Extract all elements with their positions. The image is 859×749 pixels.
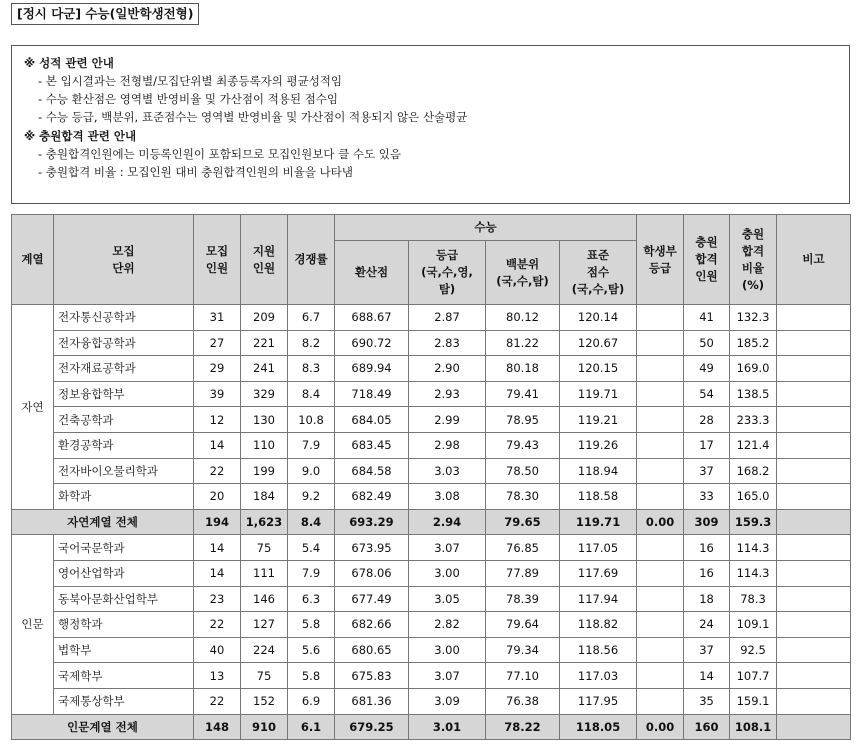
additional-cell: 35 xyxy=(684,688,730,714)
grade-cell: 3.07 xyxy=(409,535,486,561)
total-grade-cell: 2.94 xyxy=(409,509,486,535)
header-additional: 충원 합격 인원 xyxy=(684,215,730,305)
remarks-cell xyxy=(777,560,851,586)
rate-cell: 6.7 xyxy=(288,305,335,331)
category-cell: 자연 xyxy=(12,305,54,510)
header-category: 계열 xyxy=(12,215,54,305)
recruit-cell: 14 xyxy=(194,432,241,458)
converted-cell: 684.05 xyxy=(335,407,409,433)
total-standard-cell: 118.05 xyxy=(560,714,637,740)
applicants-cell: 152 xyxy=(241,688,288,714)
applicants-cell: 329 xyxy=(241,381,288,407)
percentile-cell: 79.43 xyxy=(486,432,560,458)
remarks-cell xyxy=(777,432,851,458)
school-cell xyxy=(637,432,684,458)
additional-cell: 17 xyxy=(684,432,730,458)
unit-name-cell: 전자바이오물리학과 xyxy=(54,458,194,484)
rate-cell: 8.2 xyxy=(288,330,335,356)
table-row xyxy=(12,381,851,407)
table-row xyxy=(12,330,851,356)
standard-cell: 118.82 xyxy=(560,612,637,638)
grade-cell: 3.00 xyxy=(409,560,486,586)
applicants-cell: 199 xyxy=(241,458,288,484)
table-row xyxy=(12,560,851,586)
recruit-cell: 31 xyxy=(194,305,241,331)
grade-cell: 3.00 xyxy=(409,637,486,663)
applicants-cell: 146 xyxy=(241,586,288,612)
recruit-cell: 27 xyxy=(194,330,241,356)
header-remarks: 비고 xyxy=(777,215,851,305)
grade-cell: 3.09 xyxy=(409,688,486,714)
total-converted-cell: 693.29 xyxy=(335,509,409,535)
additional-cell: 37 xyxy=(684,637,730,663)
converted-cell: 682.66 xyxy=(335,612,409,638)
ratio-cell: 185.2 xyxy=(730,330,777,356)
remarks-cell xyxy=(777,305,851,331)
ratio-cell: 109.1 xyxy=(730,612,777,638)
applicants-cell: 221 xyxy=(241,330,288,356)
applicants-cell: 130 xyxy=(241,407,288,433)
total-percentile-cell: 79.65 xyxy=(486,509,560,535)
converted-cell: 680.65 xyxy=(335,637,409,663)
grade-cell: 2.93 xyxy=(409,381,486,407)
additional-cell: 54 xyxy=(684,381,730,407)
rate-cell: 5.4 xyxy=(288,535,335,561)
grade-cell: 2.99 xyxy=(409,407,486,433)
recruit-cell: 39 xyxy=(194,381,241,407)
grade-cell: 3.03 xyxy=(409,458,486,484)
applicants-cell: 184 xyxy=(241,484,288,510)
applicants-cell: 75 xyxy=(241,535,288,561)
results-body xyxy=(12,305,851,740)
notice-heading-additional: ※ 충원합격 관련 안내 xyxy=(24,129,137,143)
percentile-cell: 80.18 xyxy=(486,356,560,382)
header-unit: 모집 단위 xyxy=(54,215,194,305)
recruit-cell: 40 xyxy=(194,637,241,663)
grade-cell: 3.05 xyxy=(409,586,486,612)
unit-name-cell: 건축공학과 xyxy=(54,407,194,433)
recruit-cell: 29 xyxy=(194,356,241,382)
table-row xyxy=(12,484,851,510)
total-ratio-cell: 108.1 xyxy=(730,714,777,740)
ratio-cell: 159.1 xyxy=(730,688,777,714)
total-label-cell: 인문계열 전체 xyxy=(12,714,194,740)
total-row xyxy=(12,714,851,740)
school-cell xyxy=(637,330,684,356)
table-row xyxy=(12,612,851,638)
additional-cell: 14 xyxy=(684,663,730,689)
total-label-cell: 자연계열 전체 xyxy=(12,509,194,535)
table-row xyxy=(12,535,851,561)
grade-cell: 2.82 xyxy=(409,612,486,638)
converted-cell: 689.94 xyxy=(335,356,409,382)
school-cell xyxy=(637,688,684,714)
ratio-cell: 121.4 xyxy=(730,432,777,458)
standard-cell: 118.56 xyxy=(560,637,637,663)
table-row xyxy=(12,637,851,663)
recruit-cell: 23 xyxy=(194,586,241,612)
remarks-cell xyxy=(777,484,851,510)
standard-cell: 117.69 xyxy=(560,560,637,586)
total-converted-cell: 679.25 xyxy=(335,714,409,740)
rate-cell: 5.8 xyxy=(288,663,335,689)
remarks-cell xyxy=(777,356,851,382)
percentile-cell: 76.38 xyxy=(486,688,560,714)
percentile-cell: 78.50 xyxy=(486,458,560,484)
additional-cell: 16 xyxy=(684,560,730,586)
total-school-cell: 0.00 xyxy=(637,509,684,535)
percentile-cell: 76.85 xyxy=(486,535,560,561)
applicants-cell: 110 xyxy=(241,432,288,458)
unit-name-cell: 법학부 xyxy=(54,637,194,663)
percentile-cell: 78.39 xyxy=(486,586,560,612)
ratio-cell: 114.3 xyxy=(730,535,777,561)
header-grade: 등급 (국,수,영, 탐) xyxy=(409,241,486,305)
standard-cell: 117.03 xyxy=(560,663,637,689)
standard-cell: 120.67 xyxy=(560,330,637,356)
total-remarks-cell xyxy=(777,714,851,740)
recruit-cell: 20 xyxy=(194,484,241,510)
rate-cell: 9.0 xyxy=(288,458,335,484)
grade-cell: 2.83 xyxy=(409,330,486,356)
total-applicants-cell: 1,623 xyxy=(241,509,288,535)
total-grade-cell: 3.01 xyxy=(409,714,486,740)
rate-cell: 6.9 xyxy=(288,688,335,714)
converted-cell: 677.49 xyxy=(335,586,409,612)
additional-cell: 41 xyxy=(684,305,730,331)
total-row xyxy=(12,509,851,535)
header-suneung: 수능 xyxy=(335,215,637,241)
ratio-cell: 114.3 xyxy=(730,560,777,586)
school-cell xyxy=(637,586,684,612)
total-rate-cell: 8.4 xyxy=(288,509,335,535)
percentile-cell: 78.95 xyxy=(486,407,560,433)
school-cell xyxy=(637,381,684,407)
school-cell xyxy=(637,663,684,689)
grade-cell: 3.08 xyxy=(409,484,486,510)
standard-cell: 118.58 xyxy=(560,484,637,510)
table-row xyxy=(12,663,851,689)
converted-cell: 684.58 xyxy=(335,458,409,484)
applicants-cell: 209 xyxy=(241,305,288,331)
notice-box xyxy=(11,45,850,204)
grade-cell: 2.87 xyxy=(409,305,486,331)
notice-item: - 본 입시결과는 전형별/모집단위별 최종등록자의 평균성적임 xyxy=(38,74,343,88)
table-row xyxy=(12,586,851,612)
school-cell xyxy=(637,560,684,586)
recruit-cell: 22 xyxy=(194,612,241,638)
rate-cell: 6.3 xyxy=(288,586,335,612)
total-percentile-cell: 78.22 xyxy=(486,714,560,740)
rate-cell: 5.6 xyxy=(288,637,335,663)
total-additional-cell: 309 xyxy=(684,509,730,535)
recruit-cell: 22 xyxy=(194,688,241,714)
ratio-cell: 92.5 xyxy=(730,637,777,663)
additional-cell: 16 xyxy=(684,535,730,561)
converted-cell: 673.95 xyxy=(335,535,409,561)
converted-cell: 683.45 xyxy=(335,432,409,458)
notice-heading-score: ※ 성적 관련 안내 xyxy=(24,56,114,70)
applicants-cell: 224 xyxy=(241,637,288,663)
remarks-cell xyxy=(777,637,851,663)
standard-cell: 119.71 xyxy=(560,381,637,407)
rate-cell: 8.4 xyxy=(288,381,335,407)
rate-cell: 5.8 xyxy=(288,612,335,638)
total-school-cell: 0.00 xyxy=(637,714,684,740)
header-school-grade: 학생부 등급 xyxy=(637,215,684,305)
unit-name-cell: 국어국문학과 xyxy=(54,535,194,561)
total-additional-cell: 160 xyxy=(684,714,730,740)
unit-name-cell: 환경공학과 xyxy=(54,432,194,458)
rate-cell: 9.2 xyxy=(288,484,335,510)
applicants-cell: 241 xyxy=(241,356,288,382)
standard-cell: 120.15 xyxy=(560,356,637,382)
header-converted: 환산점 xyxy=(335,241,409,305)
unit-name-cell: 정보융합학부 xyxy=(54,381,194,407)
converted-cell: 678.06 xyxy=(335,560,409,586)
ratio-cell: 168.2 xyxy=(730,458,777,484)
standard-cell: 117.05 xyxy=(560,535,637,561)
grade-cell: 2.98 xyxy=(409,432,486,458)
remarks-cell xyxy=(777,612,851,638)
notice-item: - 수능 등급, 백분위, 표준점수는 영역별 반영비율 및 가산점이 적용되지 않은 산술평균 xyxy=(38,110,468,124)
additional-cell: 24 xyxy=(684,612,730,638)
notice-item: - 충원합격인원에는 미등록인원이 포함되므로 모집인원보다 클 수도 있음 xyxy=(38,147,402,161)
total-standard-cell: 119.71 xyxy=(560,509,637,535)
school-cell xyxy=(637,484,684,510)
header-standard: 표준 점수 (국,수,탐) xyxy=(560,241,637,305)
school-cell xyxy=(637,535,684,561)
unit-name-cell: 전자통신공학과 xyxy=(54,305,194,331)
total-remarks-cell xyxy=(777,509,851,535)
additional-cell: 37 xyxy=(684,458,730,484)
ratio-cell: 169.0 xyxy=(730,356,777,382)
school-cell xyxy=(637,612,684,638)
remarks-cell xyxy=(777,688,851,714)
unit-name-cell: 전자재료공학과 xyxy=(54,356,194,382)
standard-cell: 119.26 xyxy=(560,432,637,458)
recruit-cell: 12 xyxy=(194,407,241,433)
header-additional-ratio: 충원 합격 비율 (%) xyxy=(730,215,777,305)
applicants-cell: 111 xyxy=(241,560,288,586)
ratio-cell: 78.3 xyxy=(730,586,777,612)
additional-cell: 18 xyxy=(684,586,730,612)
page-title: [정시 다군] 수능(일반학생전형) xyxy=(11,3,199,25)
remarks-cell xyxy=(777,535,851,561)
additional-cell: 33 xyxy=(684,484,730,510)
converted-cell: 718.49 xyxy=(335,381,409,407)
percentile-cell: 77.89 xyxy=(486,560,560,586)
converted-cell: 690.72 xyxy=(335,330,409,356)
ratio-cell: 107.7 xyxy=(730,663,777,689)
unit-name-cell: 국제학부 xyxy=(54,663,194,689)
table-row xyxy=(12,458,851,484)
additional-cell: 28 xyxy=(684,407,730,433)
unit-name-cell: 영어산업학과 xyxy=(54,560,194,586)
school-cell xyxy=(637,637,684,663)
percentile-cell: 77.10 xyxy=(486,663,560,689)
percentile-cell: 79.41 xyxy=(486,381,560,407)
rate-cell: 8.3 xyxy=(288,356,335,382)
remarks-cell xyxy=(777,586,851,612)
standard-cell: 119.21 xyxy=(560,407,637,433)
school-cell xyxy=(637,458,684,484)
recruit-cell: 22 xyxy=(194,458,241,484)
header-recruit: 모집 인원 xyxy=(194,215,241,305)
notice-item: - 수능 환산점은 영역별 반영비율 및 가산점이 적용된 점수임 xyxy=(38,92,339,106)
header-competition: 경쟁률 xyxy=(288,215,335,305)
converted-cell: 675.83 xyxy=(335,663,409,689)
standard-cell: 117.94 xyxy=(560,586,637,612)
remarks-cell xyxy=(777,458,851,484)
percentile-cell: 79.34 xyxy=(486,637,560,663)
results-table xyxy=(11,214,851,740)
converted-cell: 681.36 xyxy=(335,688,409,714)
school-cell xyxy=(637,407,684,433)
notice-item: - 충원합격 비율 : 모집인원 대비 충원합격인원의 비율을 나타냄 xyxy=(38,165,353,179)
applicants-cell: 75 xyxy=(241,663,288,689)
additional-cell: 49 xyxy=(684,356,730,382)
school-cell xyxy=(637,305,684,331)
total-ratio-cell: 159.3 xyxy=(730,509,777,535)
ratio-cell: 233.3 xyxy=(730,407,777,433)
converted-cell: 688.67 xyxy=(335,305,409,331)
percentile-cell: 81.22 xyxy=(486,330,560,356)
standard-cell: 117.95 xyxy=(560,688,637,714)
recruit-cell: 13 xyxy=(194,663,241,689)
converted-cell: 682.49 xyxy=(335,484,409,510)
percentile-cell: 80.12 xyxy=(486,305,560,331)
remarks-cell xyxy=(777,381,851,407)
applicants-cell: 127 xyxy=(241,612,288,638)
rate-cell: 7.9 xyxy=(288,432,335,458)
unit-name-cell: 행정학과 xyxy=(54,612,194,638)
ratio-cell: 138.5 xyxy=(730,381,777,407)
unit-name-cell: 동북아문화산업학부 xyxy=(54,586,194,612)
table-row xyxy=(12,688,851,714)
unit-name-cell: 국제통상학부 xyxy=(54,688,194,714)
total-applicants-cell: 910 xyxy=(241,714,288,740)
remarks-cell xyxy=(777,330,851,356)
percentile-cell: 78.30 xyxy=(486,484,560,510)
table-row xyxy=(12,356,851,382)
header-percentile: 백분위 (국,수,탐) xyxy=(486,241,560,305)
recruit-cell: 14 xyxy=(194,560,241,586)
school-cell xyxy=(637,356,684,382)
table-row xyxy=(12,432,851,458)
total-rate-cell: 6.1 xyxy=(288,714,335,740)
table-row xyxy=(12,407,851,433)
rate-cell: 10.8 xyxy=(288,407,335,433)
recruit-cell: 14 xyxy=(194,535,241,561)
ratio-cell: 165.0 xyxy=(730,484,777,510)
remarks-cell xyxy=(777,407,851,433)
header-applicants: 지원 인원 xyxy=(241,215,288,305)
ratio-cell: 132.3 xyxy=(730,305,777,331)
additional-cell: 50 xyxy=(684,330,730,356)
total-recruit-cell: 194 xyxy=(194,509,241,535)
standard-cell: 120.14 xyxy=(560,305,637,331)
unit-name-cell: 화학과 xyxy=(54,484,194,510)
rate-cell: 7.9 xyxy=(288,560,335,586)
standard-cell: 118.94 xyxy=(560,458,637,484)
total-recruit-cell: 148 xyxy=(194,714,241,740)
unit-name-cell: 전자융합공학과 xyxy=(54,330,194,356)
percentile-cell: 79.64 xyxy=(486,612,560,638)
table-row xyxy=(12,305,851,331)
grade-cell: 3.07 xyxy=(409,663,486,689)
remarks-cell xyxy=(777,663,851,689)
grade-cell: 2.90 xyxy=(409,356,486,382)
category-cell: 인문 xyxy=(12,535,54,714)
